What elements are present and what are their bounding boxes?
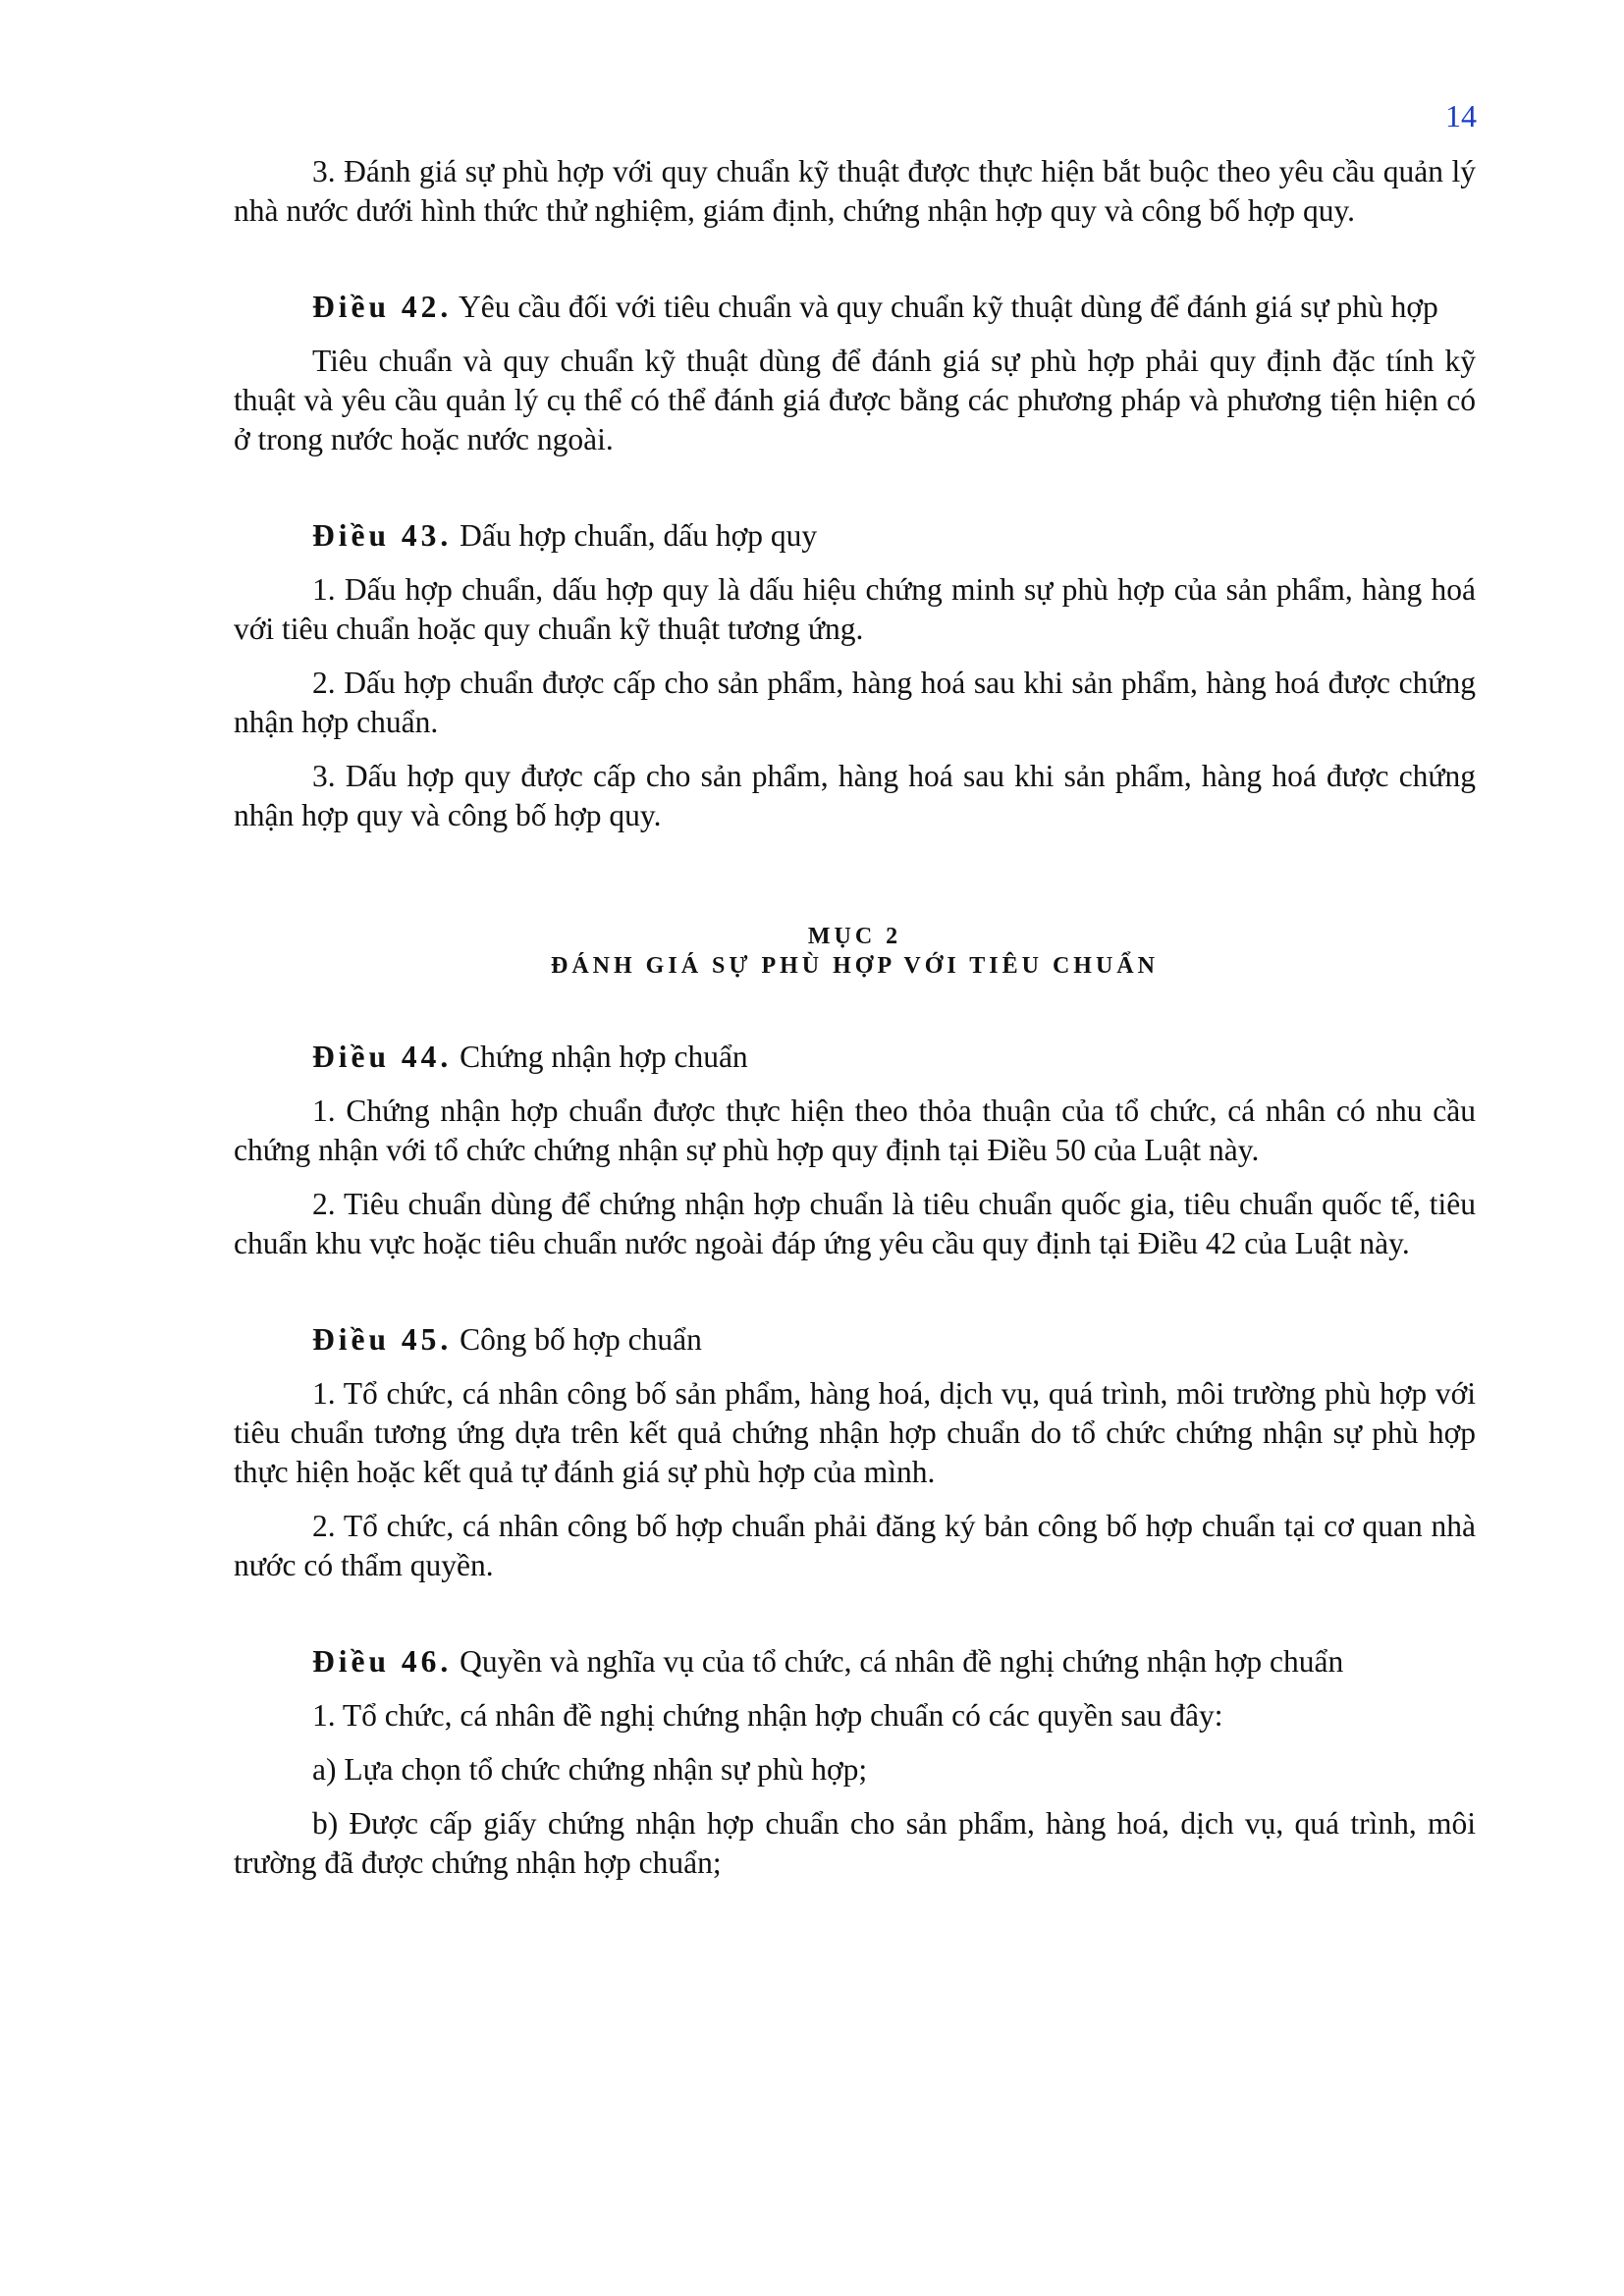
article-heading bbox=[234, 1642, 1476, 1682]
article-paragraph: 3. Dấu hợp quy được cấp cho sản phẩm, hàng hoá sau khi sản phẩm, hàng hoá được chứng nhận hợp quy và công bố hợp quy. bbox=[234, 759, 1476, 832]
article-title: Dấu hợp chuẩn, dấu hợp quy bbox=[460, 518, 818, 553]
article-44 bbox=[234, 1038, 1476, 1263]
article-title: Chứng nhận hợp chuẩn bbox=[460, 1040, 748, 1074]
article-heading bbox=[234, 288, 1476, 327]
intro-paragraph: 3. Đánh giá sự phù hợp với quy chuẩn kỹ thuật được thực hiện bắt buộc theo yêu cầu quản lý nhà nước dưới hình thức thử nghiệm, giám định, chứng nhận hợp quy và công bố hợp quy. bbox=[234, 154, 1476, 228]
article-label: Điều 44. bbox=[312, 1040, 453, 1074]
article-heading bbox=[234, 1320, 1476, 1360]
article-paragraph: 2. Tiêu chuẩn dùng để chứng nhận hợp chuẩn là tiêu chuẩn quốc gia, tiêu chuẩn quốc tế, tiêu chuẩn khu vực hoặc tiêu chuẩn nước ngoài đáp ứng yêu cầu quy định tại Điều 42 của Luật này. bbox=[234, 1187, 1476, 1260]
article-paragraph: Tiêu chuẩn và quy chuẩn kỹ thuật dùng để đánh giá sự phù hợp phải quy định đặc tính kỹ thuật và yêu cầu quản lý cụ thể có thể đánh giá được bằng các phương pháp và phương tiện hiện có ở trong nước hoặc nước ngoài. bbox=[234, 344, 1476, 456]
article-label: Điều 43. bbox=[312, 518, 453, 553]
article-paragraph: 2. Tổ chức, cá nhân công bố hợp chuẩn phải đăng ký bản công bố hợp chuẩn tại cơ quan nhà nước có thẩm quyền. bbox=[234, 1509, 1476, 1582]
article-label: Điều 46. bbox=[312, 1644, 453, 1679]
article-paragraph: b) Được cấp giấy chứng nhận hợp chuẩn cho sản phẩm, hàng hoá, dịch vụ, quá trình, môi trường đã được chứng nhận hợp chuẩn; bbox=[234, 1806, 1476, 1880]
article-label: Điều 42. bbox=[312, 290, 453, 324]
article-heading bbox=[234, 516, 1476, 556]
article-title: Quyền và nghĩa vụ của tổ chức, cá nhân đề nghị chứng nhận hợp chuẩn bbox=[460, 1644, 1344, 1679]
article-paragraph: 2. Dấu hợp chuẩn được cấp cho sản phẩm, hàng hoá sau khi sản phẩm, hàng hoá được chứng nhận hợp chuẩn. bbox=[234, 666, 1476, 739]
article-title: Công bố hợp chuẩn bbox=[460, 1322, 702, 1357]
article-45 bbox=[234, 1320, 1476, 1585]
page-number: 14 bbox=[1445, 98, 1477, 133]
section-label: MỤC 2 bbox=[807, 924, 902, 949]
article-label: Điều 45. bbox=[312, 1322, 453, 1357]
article-title: Yêu cầu đối với tiêu chuẩn và quy chuẩn kỹ thuật dùng để đánh giá sự phù hợp bbox=[458, 290, 1438, 324]
section-title: ĐÁNH GIÁ SỰ PHÙ HỢP VỚI TIÊU CHUẨN bbox=[551, 953, 1159, 979]
section-heading bbox=[234, 922, 1476, 981]
article-heading bbox=[234, 1038, 1476, 1077]
document-body bbox=[234, 152, 1476, 1897]
article-paragraph: 1. Chứng nhận hợp chuẩn được thực hiện theo thỏa thuận của tổ chức, cá nhân có nhu cầu chứng nhận với tổ chức chứng nhận sự phù hợp quy định tại Điều 50 của Luật này. bbox=[234, 1094, 1476, 1167]
article-paragraph: 1. Dấu hợp chuẩn, dấu hợp quy là dấu hiệu chứng minh sự phù hợp của sản phẩm, hàng hoá với tiêu chuẩn hoặc quy chuẩn kỹ thuật tương ứng. bbox=[234, 572, 1476, 646]
article-43 bbox=[234, 516, 1476, 835]
article-paragraph: a) Lựa chọn tổ chức chứng nhận sự phù hợp; bbox=[312, 1752, 868, 1787]
article-42 bbox=[234, 288, 1476, 459]
article-paragraph: 1. Tổ chức, cá nhân công bố sản phẩm, hàng hoá, dịch vụ, quá trình, môi trường phù hợp với tiêu chuẩn tương ứng dựa trên kết quả chứng nhận hợp chuẩn do tổ chức chứng nhận sự phù hợp thực hiện hoặc kết quả tự đánh giá sự phù hợp của mình. bbox=[234, 1376, 1476, 1489]
article-46 bbox=[234, 1642, 1476, 1883]
article-paragraph: 1. Tổ chức, cá nhân đề nghị chứng nhận hợp chuẩn có các quyền sau đây: bbox=[312, 1698, 1223, 1733]
